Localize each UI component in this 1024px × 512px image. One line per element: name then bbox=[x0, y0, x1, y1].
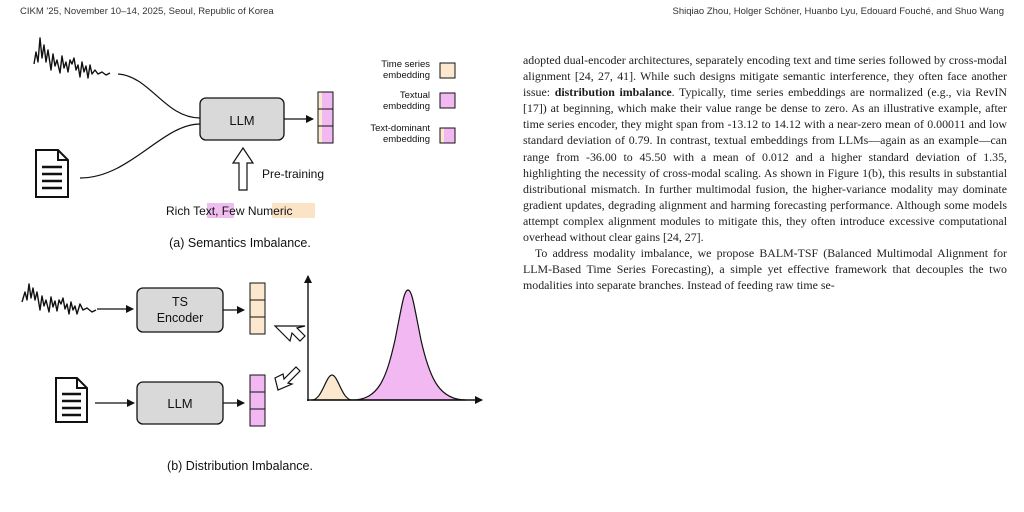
svg-text:embedding: embedding bbox=[382, 70, 430, 81]
ts-encoder-label-line1: TS bbox=[172, 295, 188, 309]
document-icon bbox=[36, 150, 68, 197]
legend-text-dominant-swatch bbox=[440, 128, 455, 143]
hollow-arrow-text-to-plot bbox=[275, 367, 300, 390]
running-header-right: Shiqiao Zhou, Holger Schöner, Huanbo Lyu, Edouard Fouché, and Shuo Wang bbox=[672, 6, 1004, 17]
llm-label-b: LLM bbox=[167, 396, 193, 411]
svg-text:Time series: Time series bbox=[381, 59, 430, 70]
svg-text:Textual: Textual bbox=[399, 90, 430, 101]
distribution-plot bbox=[307, 276, 482, 401]
running-header-left: CIKM '25, November 10–14, 2025, Seoul, Republic of Korea bbox=[20, 6, 274, 17]
curve-text-to-llm bbox=[80, 124, 200, 178]
legend-ts-swatch bbox=[440, 63, 455, 78]
curve-ts-to-llm bbox=[118, 74, 200, 118]
text-dominant-embedding-stack bbox=[318, 92, 333, 143]
panel-a-semantics-imbalance bbox=[34, 38, 455, 250]
ts-encoder-label-line2: Encoder bbox=[156, 311, 204, 325]
hollow-arrow-ts-to-plot bbox=[275, 326, 305, 341]
body-paragraph-1: adopted dual-encoder architectures, separately encoding text and time series followed by cross-modal alignment [24, 27, 41]. While such designs mitigate semantic interference, they often face another issue: distribution imbalance. Typically, time series embeddings are normalized (e.g., via RevIN [17]) at beginning, which make their value range be dense to zero. As an illustrative example, after time series encoder, they might span from -13.12 to 14.12 with a near-zero mean of 0.00011 and low standard deviation of 0.79. In contrast, textual embeddings from LLMs—again as an example—can range from -36.00 to 45.50 with a mean of 0.012 and a higher standard deviation of 1.35, highlighting the necessity of cross-modal scaling. As shown in Figure 1(b), this results in substantial distributional mismatch. In further multimodal fusion, the higher-variance modality may dominate gradient updates, degrading alignment and harming forecasting performance. Although some models attempt complex alignment modules to mitigate this, they often introduce excessive computational overhead without clear gains [24, 27]. bbox=[523, 53, 1007, 245]
panel-b-distribution-imbalance bbox=[22, 276, 482, 473]
text-distribution-curve bbox=[352, 290, 466, 400]
ts-distribution-curve bbox=[312, 375, 352, 400]
document-icon-b bbox=[56, 378, 87, 422]
pretraining-hollow-arrow bbox=[233, 148, 253, 190]
time-series-wave-icon-b bbox=[22, 284, 96, 314]
text-embedding-stack bbox=[250, 375, 265, 426]
legend bbox=[370, 59, 455, 145]
rich-text-few-numeric: Rich Text, Few Numeric bbox=[166, 204, 293, 218]
time-series-wave-icon bbox=[34, 38, 110, 78]
body-paragraph-2: To address modality imbalance, we propose BALM-TSF (Balanced Multimodal Alignment for LLM-Based Time Series Forecasting), a simple yet effective framework that decouples the two modalities into separate branches. Instead of feeding raw time se- bbox=[523, 246, 1007, 293]
caption-a: (a) Semantics Imbalance. bbox=[169, 236, 311, 250]
ts-embedding-stack bbox=[250, 283, 265, 334]
caption-b: (b) Distribution Imbalance. bbox=[167, 459, 313, 473]
llm-label-a: LLM bbox=[229, 113, 255, 128]
svg-text:Text-dominant: Text-dominant bbox=[370, 123, 430, 134]
svg-text:embedding: embedding bbox=[382, 101, 430, 112]
legend-text-swatch bbox=[440, 93, 455, 108]
body-text-column bbox=[523, 52, 1007, 293]
bold-term: distribution imbalance bbox=[554, 85, 672, 100]
svg-text:embedding: embedding bbox=[382, 134, 430, 145]
pretraining-label: Pre-training bbox=[262, 167, 325, 181]
